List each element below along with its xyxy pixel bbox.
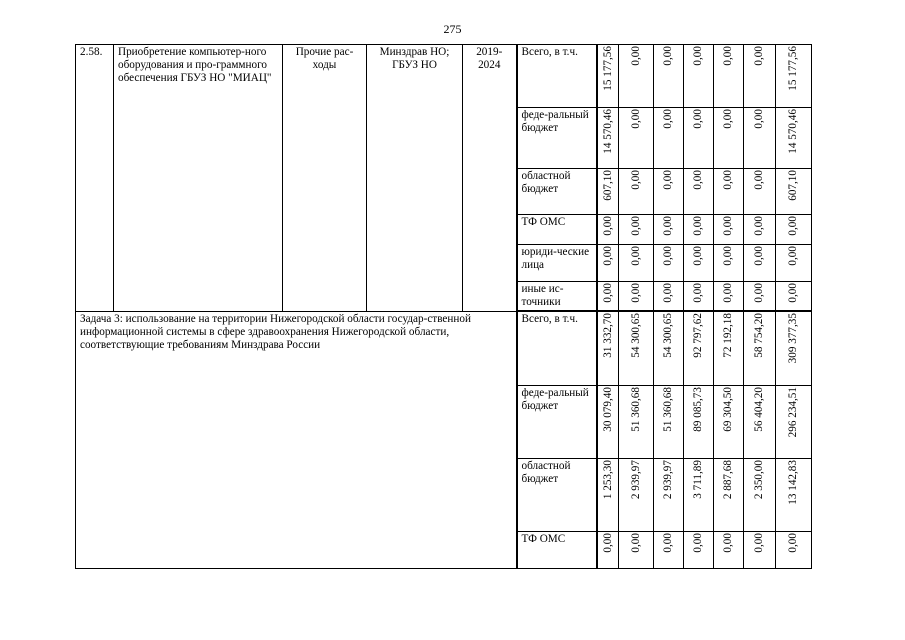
value-text: 54 300,65 (629, 313, 642, 358)
value-text: 0,00 (753, 532, 765, 553)
value-cell (597, 458, 619, 531)
value-cell (714, 245, 744, 282)
value-cell (654, 531, 684, 568)
value-text: 0,00 (722, 283, 734, 303)
value-cell (597, 311, 619, 385)
value-cell (654, 169, 684, 215)
source-label: феде-ральный бюджет (517, 385, 597, 458)
source-label: областной бюджет (517, 169, 597, 215)
value-text: 0,00 (601, 283, 614, 303)
value-cell (597, 282, 619, 312)
table-row (76, 45, 867, 108)
value-text: 0,00 (753, 216, 765, 236)
value-cell (619, 245, 654, 282)
value-cell (654, 45, 684, 108)
value-cell (744, 531, 776, 568)
budget-table (75, 44, 867, 569)
value-cell (776, 311, 812, 385)
value-cell (654, 458, 684, 531)
value-cell (654, 385, 684, 458)
value-cell (776, 215, 812, 245)
value-cell (714, 311, 744, 385)
value-cell (714, 215, 744, 245)
value-text: 0,00 (629, 46, 642, 66)
value-cell (684, 531, 714, 568)
value-text: 607,10 (601, 170, 614, 201)
value-text: 0,00 (753, 46, 765, 66)
value-text: 0,00 (722, 46, 734, 66)
value-text: 0,00 (787, 246, 799, 266)
value-text: 0,00 (629, 216, 642, 236)
page-number: 275 (443, 22, 462, 36)
value-text: 0,00 (662, 46, 674, 66)
value-cell (684, 169, 714, 215)
value-text: 0,00 (722, 532, 734, 553)
value-text: 15 177,56 (787, 46, 799, 91)
executor: Минздрав НО; ГБУЗ НО (367, 45, 463, 312)
value-cell (619, 45, 654, 108)
value-cell (714, 169, 744, 215)
value-text: 0,00 (753, 283, 765, 303)
value-text: 13 142,83 (787, 459, 799, 505)
value-text: 2 939,97 (629, 459, 642, 499)
value-text: 0,00 (629, 283, 642, 303)
value-text: 0,00 (629, 532, 642, 553)
value-cell (619, 458, 654, 531)
value-cell (744, 108, 776, 169)
source-label: юриди-ческие лица (517, 245, 597, 282)
value-cell (776, 531, 812, 568)
source-label: Всего, в т.ч. (517, 45, 597, 108)
value-text: 0,00 (722, 246, 734, 266)
value-cell (654, 108, 684, 169)
value-text: 0,00 (787, 216, 799, 236)
value-text: 30 079,40 (601, 386, 614, 432)
value-cell (619, 169, 654, 215)
value-text: 296 234,51 (787, 386, 799, 437)
value-text: 0,00 (753, 246, 765, 266)
value-cell (776, 169, 812, 215)
value-cell (684, 458, 714, 531)
value-text: 72 192,18 (722, 313, 734, 358)
value-cell (714, 458, 744, 531)
value-cell (597, 245, 619, 282)
value-cell (684, 45, 714, 108)
value-text: 51 360,68 (629, 386, 642, 432)
value-text: 0,00 (662, 246, 674, 266)
value-cell (619, 311, 654, 385)
value-cell (684, 108, 714, 169)
value-text: 0,00 (662, 532, 674, 553)
value-cell (744, 245, 776, 282)
value-text: 0,00 (722, 170, 734, 190)
table-row (76, 311, 867, 385)
value-cell (597, 108, 619, 169)
value-cell (744, 169, 776, 215)
value-text: 0,00 (662, 170, 674, 190)
value-cell (654, 245, 684, 282)
value-text: 15 177,56 (601, 46, 614, 91)
value-text: 58 754,20 (753, 313, 765, 358)
value-text: 0,00 (629, 246, 642, 266)
value-cell (744, 311, 776, 385)
value-cell (776, 108, 812, 169)
source-label: областной бюджет (517, 458, 597, 531)
value-text: 607,10 (787, 170, 799, 201)
value-text: 0,00 (722, 216, 734, 236)
value-text: 0,00 (692, 46, 704, 66)
value-text: 0,00 (787, 283, 799, 303)
source-label: ТФ ОМС (517, 215, 597, 245)
value-cell (619, 282, 654, 312)
value-cell (619, 531, 654, 568)
value-text: 0,00 (692, 109, 704, 129)
value-cell (597, 169, 619, 215)
value-text: 0,00 (692, 216, 704, 236)
value-text: 2 350,00 (753, 459, 765, 499)
value-text: 51 360,68 (662, 386, 674, 432)
value-cell (597, 385, 619, 458)
value-text: 0,00 (722, 109, 734, 129)
value-cell (619, 385, 654, 458)
value-cell (684, 215, 714, 245)
value-text: 0,00 (692, 246, 704, 266)
value-cell (776, 45, 812, 108)
value-cell (776, 458, 812, 531)
value-cell (714, 385, 744, 458)
value-text: 309 377,35 (787, 313, 799, 364)
value-text: 0,00 (601, 532, 614, 553)
value-cell (744, 45, 776, 108)
value-text: 0,00 (692, 532, 704, 553)
value-cell (714, 531, 744, 568)
value-cell (744, 282, 776, 312)
source-label: феде-ральный бюджет (517, 108, 597, 169)
value-cell (776, 245, 812, 282)
value-text: 0,00 (692, 283, 704, 303)
value-cell (744, 458, 776, 531)
value-cell (597, 215, 619, 245)
value-cell (776, 385, 812, 458)
value-cell (714, 108, 744, 169)
period: 2019-2024 (463, 45, 517, 312)
value-text: 69 304,50 (722, 386, 734, 432)
value-cell (684, 385, 714, 458)
value-cell (744, 215, 776, 245)
value-cell (597, 45, 619, 108)
value-cell (776, 282, 812, 312)
value-text: 31 332,70 (601, 313, 614, 358)
value-cell (597, 531, 619, 568)
value-cell (619, 108, 654, 169)
item-name: Приобретение компьютер-ного оборудования и про-граммного обеспечения ГБУЗ НО "МИАЦ" (114, 45, 283, 312)
value-cell (619, 215, 654, 245)
value-cell (654, 282, 684, 312)
task-description: Задача 3: использование на территории Нижегородской области государ-ственной информационной системы в сфере здравоохранения Нижегородской области, соответствующие требованиям Минздрава России (76, 311, 517, 568)
value-text: 14 570,46 (787, 109, 799, 154)
value-cell (654, 311, 684, 385)
value-cell (684, 245, 714, 282)
source-label: иные ис-точники (517, 282, 597, 312)
value-text: 54 300,65 (662, 313, 674, 358)
value-text: 2 939,97 (662, 459, 674, 499)
value-cell (714, 282, 744, 312)
value-text: 14 570,46 (601, 109, 614, 154)
value-text: 0,00 (629, 109, 642, 129)
value-text: 0,00 (662, 109, 674, 129)
value-text: 0,00 (601, 216, 614, 236)
value-text: 2 887,68 (722, 459, 734, 499)
source-label: Всего, в т.ч. (517, 311, 597, 385)
value-cell (714, 45, 744, 108)
value-text: 56 404,20 (753, 386, 765, 432)
expense-type: Прочие рас-ходы (283, 45, 367, 312)
value-text: 0,00 (753, 109, 765, 129)
value-text: 0,00 (787, 532, 799, 553)
value-text: 0,00 (692, 170, 704, 190)
value-text: 0,00 (662, 216, 674, 236)
value-text: 92 797,62 (692, 313, 704, 358)
value-text: 1 253,30 (601, 459, 614, 499)
source-label: ТФ ОМС (517, 531, 597, 568)
value-cell (684, 311, 714, 385)
value-cell (744, 385, 776, 458)
value-text: 3 711,89 (692, 459, 704, 499)
value-text: 0,00 (753, 170, 765, 190)
value-text: 89 085,73 (692, 386, 704, 432)
item-number: 2.58. (76, 45, 114, 312)
value-text: 0,00 (601, 246, 614, 266)
value-cell (654, 215, 684, 245)
value-text: 0,00 (629, 170, 642, 190)
value-text: 0,00 (662, 283, 674, 303)
value-cell (684, 282, 714, 312)
